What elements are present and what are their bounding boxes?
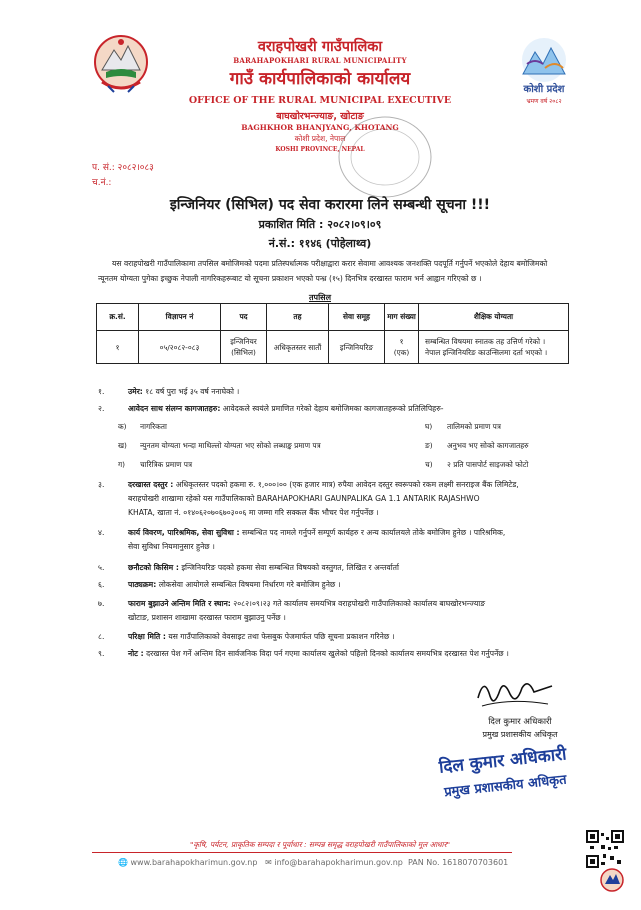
item-text-1: अधिकृतस्तर पदको हकमा रु. १,०००।०० (एक हजार मात्र) रुपैया आवेदन दस्तुर स्वरूपको रकम लक्ष्मी सनराइज बैंक लिमिटेड, — [175, 480, 519, 489]
item-text: यस गाउँपालिकाको वेवसाइट तथा फेसबुक पेजमार्फत पछि सूचना प्रकाशन गरिनेछ । — [168, 632, 395, 641]
qualification-1: सम्बन्धित विषयमा स्नातक तह उत्तिर्ण गरेको । — [425, 337, 546, 346]
item-label: छनौटको किसिम : — [128, 563, 179, 572]
list-item-exam-date — [98, 630, 568, 644]
footer-website[interactable]: www.barahapokharimun.gov.np — [130, 858, 258, 867]
cell-adv-no: ०५/२०८२-०८३ — [139, 331, 221, 364]
intro-paragraph: यस वराहपोखरी गाउँपालिकामा तपसिल बमोजिमको पदमा प्रतिस्पर्धात्मक परीक्षाद्वारा करार सेवामा आवश्यक जनशक्ति पदपूर्ति गर्नुपर्ने भएकोले देहाय बमोजिमको न्यूनतम योग्यता पुगेका इच्छुक नेपाली नागरिकहरूबाट यो सूचना प्रकाशन भएको पन्ध्र (१५) दिनभित्र दरखास्त फाराम भर्न आह्वान गरिएको छ । — [98, 259, 548, 283]
province-np: कोशी प्रदेश, नेपाल — [294, 134, 346, 143]
item-text-1: सम्बन्धित पद नामले गर्नुपर्ने सम्पूर्ण कार्यहरु र अन्य कार्यालयले तोके बमोजिम हुनेछ । पारिश्रमिक, — [242, 528, 506, 537]
item-text-3: KHATA, खाता नं. ०१४०६२०७०६७०३००६ मा जम्मा गरि सक्कल बैंक भौचर पेश गर्नुपर्नेछ । — [128, 508, 379, 517]
cell-qualification — [419, 331, 569, 364]
chalani-number: च.नं.: — [92, 178, 112, 188]
doc-item-ka: क) नागरिकता — [118, 422, 167, 431]
municipality-name-en: BARAHAPOKHARI RURAL MUNICIPALITY — [233, 56, 407, 65]
koshi-logo-tag: भ्रमण वर्ष २०८२ — [526, 98, 562, 105]
list-item-selection — [98, 561, 568, 575]
office-name-np: गाउँ कार्यपालिकाको कार्यालय — [229, 69, 411, 89]
item-text: आवेदकले स्वयंले प्रमाणित गरेको देहाय बमोजिमका कागजातहरूको प्रतिलिपिहरु- — [222, 404, 444, 413]
col-qualification: शैक्षिक योग्यता — [419, 304, 569, 331]
cell-level: अधिकृतस्तर सातौं — [267, 331, 329, 364]
item-label: उमेर: — [128, 387, 143, 396]
item-text: इन्जिनियरिङ पदको हकमा सेवा सम्बन्धित विषयको वस्तुगत, लिखित र अन्तर्वार्ता — [181, 563, 399, 572]
office-stamp-icon — [335, 112, 435, 202]
email-icon: ✉ — [265, 858, 272, 867]
stamp-line-1: दिल कुमार अधिकारी — [438, 744, 568, 778]
cell-sn: १ — [97, 331, 139, 364]
item-label: दरखास्त दस्तुर : — [128, 480, 174, 489]
nepal-sambat-number: नं.सं.: ११४६ (पोहेलाथ्व) — [268, 237, 372, 250]
col-adv-no: विज्ञापन नं — [139, 304, 221, 331]
doc-item-ga: ग) चारित्रिक प्रमाण पत्र — [118, 460, 193, 469]
item-number: ७. — [98, 599, 105, 608]
qr-code-icon — [586, 830, 624, 868]
koshi-province-logo-icon — [505, 34, 583, 106]
table-header-row — [97, 304, 569, 331]
table-caption: तपसिल — [308, 293, 331, 302]
item-number: ५. — [98, 563, 105, 572]
list-item-fee — [98, 478, 568, 522]
item-label: नोट : — [128, 649, 144, 658]
office-name-en: OFFICE OF THE RURAL MUNICIPAL EXECUTIVE — [188, 95, 452, 106]
small-emblem-icon — [600, 868, 624, 892]
doc-item-cha: च) २ प्रति पासपोर्ट साइजको फोटो — [425, 460, 529, 469]
cell-post: इन्जिनियर (सिभिल) — [221, 331, 267, 364]
item-text: १८ वर्ष पुरा भई ३५ वर्ष ननाघेको । — [145, 387, 240, 396]
item-text-2: सेवा सुविधा नियमानुसार हुनेछ । — [128, 542, 215, 551]
address-np: बाघखोरभन्ज्याङ, खोटाङ — [276, 111, 364, 122]
footer-contact — [118, 858, 508, 867]
item-label: पाठ्यक्रम: — [128, 580, 157, 589]
col-demand: माग संख्या — [385, 304, 419, 331]
doc-item-kha: ख) न्युनतम योग्यता भन्दा माथिल्लो योग्यता भए सोको लब्धाङ्क प्रमाण पत्र — [118, 441, 321, 450]
koshi-logo-label: कोशी प्रदेश — [523, 84, 565, 95]
published-date: प्रकाशित मिति : २०८२।०९।०९ — [258, 218, 382, 231]
item-number: ४. — [98, 528, 105, 537]
col-sn: क्र.सं. — [97, 304, 139, 331]
signatory-title: प्रमुख प्रशासकीय अधिकृत — [482, 730, 558, 739]
item-number: ३. — [98, 480, 105, 489]
item-label: परिक्षा मिति : — [128, 632, 166, 641]
list-item-job-description — [98, 526, 568, 556]
list-item-note — [98, 647, 568, 661]
item-number: १. — [98, 387, 105, 396]
item-text-1: २०८२।०९।२३ गते कार्यालय समयभित्र वराहपोखरी गाउँपालिकाको कार्यालय बाघखोरभन्ज्याङ — [233, 599, 486, 608]
list-item-syllabus — [98, 578, 568, 592]
col-service: सेवा समूह — [329, 304, 385, 331]
patra-sankhya: प. सं.: २०८२।०८३ — [92, 163, 154, 173]
col-level: तह — [267, 304, 329, 331]
item-number: ८. — [98, 632, 105, 641]
signature-icon — [470, 668, 560, 716]
item-text-2: खोटाङ, प्रशासन शाखामा दरखास्त फाराम बुझाउनु पर्नेछ । — [128, 613, 286, 622]
item-text: लोकसेवा आयोगले सम्बन्धित विषयमा निर्धारण गरे बमोजिम हुनेछ । — [158, 580, 341, 589]
officer-stamp-icon — [418, 738, 590, 808]
item-number: ९. — [98, 649, 105, 658]
vacancy-table — [96, 303, 569, 364]
address-en: BAGHKHOR BHANJYANG, KHOTANG — [241, 123, 399, 132]
demand-number: १ — [399, 337, 404, 346]
notice-title: इन्जिनियर (सिभिल) पद सेवा करारमा लिने सम्बन्धी सूचना !!! — [169, 197, 491, 213]
signatory-name: दिल कुमार अधिकारी — [488, 717, 552, 727]
doc-item-nga: ङ) अनुभव भए सोको कागजातहरु — [425, 441, 529, 450]
list-item-deadline — [98, 597, 568, 627]
item-number: २. — [98, 404, 105, 413]
col-post: पद — [221, 304, 267, 331]
item-text-2: बराहपोखरी शाखामा रहेको यस गाउँपालिकाको BARAHAPOKHARI GAUNPALIKA GA 1.1 ANTARIK RAJASHWO — [128, 494, 480, 503]
list-item-documents — [98, 402, 568, 416]
province-en: KOSHI PROVINCE, NEPAL — [275, 146, 365, 153]
globe-icon: 🌐 — [118, 858, 128, 867]
item-label: फाराम बुझाउने अन्तिम मिति र स्थान: — [128, 599, 231, 608]
footer-divider — [92, 852, 512, 853]
item-label: कार्य विवरण, पारिश्रमिक, सेवा सुविधा : — [128, 528, 240, 537]
doc-item-gha: घ) तालिमको प्रमाण पत्र — [425, 422, 501, 431]
demand-words: (एक) — [393, 348, 410, 357]
item-text: दरखास्त पेश गर्ने अन्तिम दिन सार्वजनिक विदा पर्न गएमा कार्यालय खुलेको पहिलो दिनको कार्यालय समयभित्र दरखास्त पेश गर्नुपर्नेछ । — [146, 649, 509, 658]
item-number: ६. — [98, 580, 105, 589]
cell-service: इन्जिनियरिङ — [329, 331, 385, 364]
qualification-2: नेपाल इन्जिनियरिङ काउन्सिलमा दर्ता भएको । — [425, 348, 548, 357]
footer-pan: PAN No. 1618070703601 — [407, 858, 509, 867]
table-row — [97, 331, 569, 364]
municipality-name-np: वराहपोखरी गाउँपालिका — [257, 39, 383, 55]
list-item-age — [98, 385, 568, 399]
item-label: आवेदन साथ संलग्न कागजातहरु: — [128, 404, 221, 413]
footer-motto: "कृषि, पर्यटन, प्राकृतिक सम्पदा र पूर्वाधार : सम्पन्न समृद्ध वराहपोखरी गाउँपालिकाको मूल आधार" — [189, 840, 451, 849]
stamp-line-2: प्रमुख प्रशासकीय अधिकृत — [443, 772, 568, 801]
footer-email[interactable]: info@barahapokharimun.gov.np — [274, 858, 403, 867]
cell-demand — [385, 331, 419, 364]
